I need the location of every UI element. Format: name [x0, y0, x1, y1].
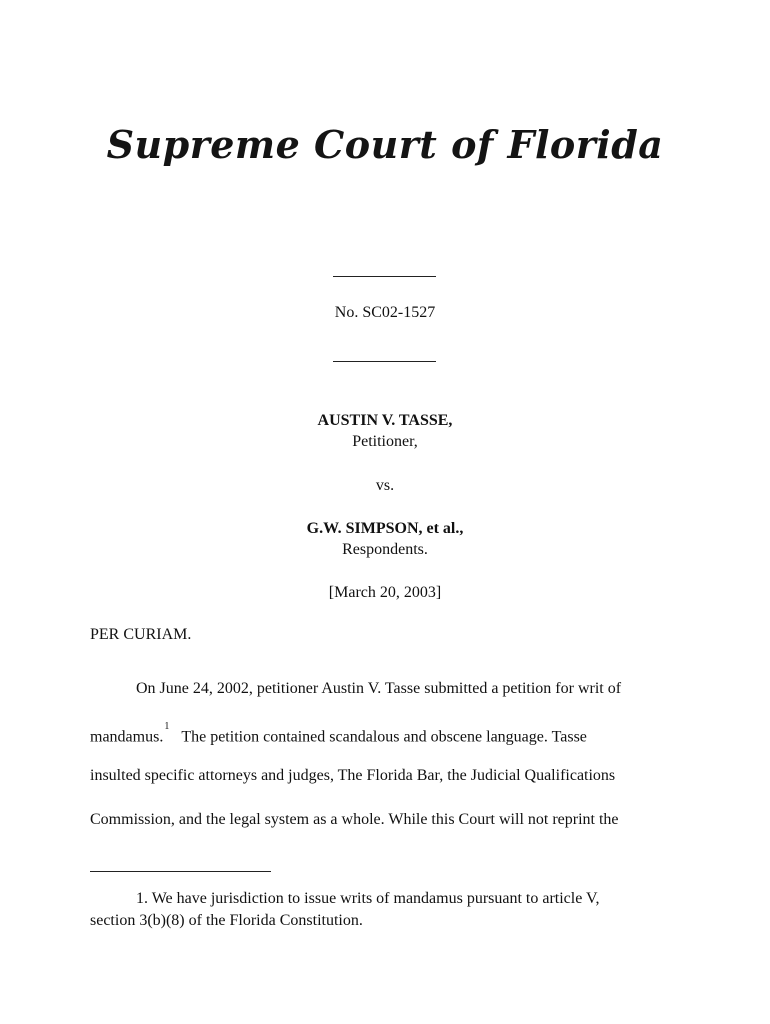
decision-date: [March 20, 2003]	[328, 584, 442, 601]
petitioner-name: AUSTIN V. TASSE,	[317, 412, 453, 429]
opinion-body	[90, 667, 670, 841]
opinion-line: On June 24, 2002, petitioner Austin V. Tasse submitted a petition for writ of	[136, 680, 622, 697]
opinion-line-text: The petition contained scandalous and obscene language. Tasse	[181, 727, 587, 745]
opinion-line	[90, 711, 670, 755]
versus-label: vs.	[375, 477, 395, 494]
footnote-divider	[90, 871, 271, 872]
caption-divider-bottom	[333, 361, 436, 362]
opinion-line-text: mandamus.	[90, 727, 164, 745]
respondent-name: G.W. SIMPSON, et al.,	[306, 520, 464, 537]
footnote-line: section 3(b)(8) of the Florida Constitution.	[90, 912, 363, 929]
opinion-heading: PER CURIAM.	[90, 626, 192, 643]
caption-divider-top	[333, 276, 436, 277]
docket-number: No. SC02-1527	[334, 304, 436, 321]
respondent-role: Respondents.	[342, 541, 428, 558]
footnote	[90, 888, 690, 932]
petitioner-role: Petitioner,	[352, 433, 418, 450]
opinion-line: insulted specific attorneys and judges, The Florida Bar, the Judicial Qualifications	[90, 767, 616, 784]
court-title: Supreme Court of Florida	[106, 122, 664, 167]
opinion-line: Commission, and the legal system as a whole. While this Court will not reprint the	[90, 810, 619, 828]
footnote-marker[interactable]: 1	[164, 720, 170, 732]
footnote-line: 1. We have jurisdiction to issue writs of mandamus pursuant to article V,	[136, 890, 600, 907]
